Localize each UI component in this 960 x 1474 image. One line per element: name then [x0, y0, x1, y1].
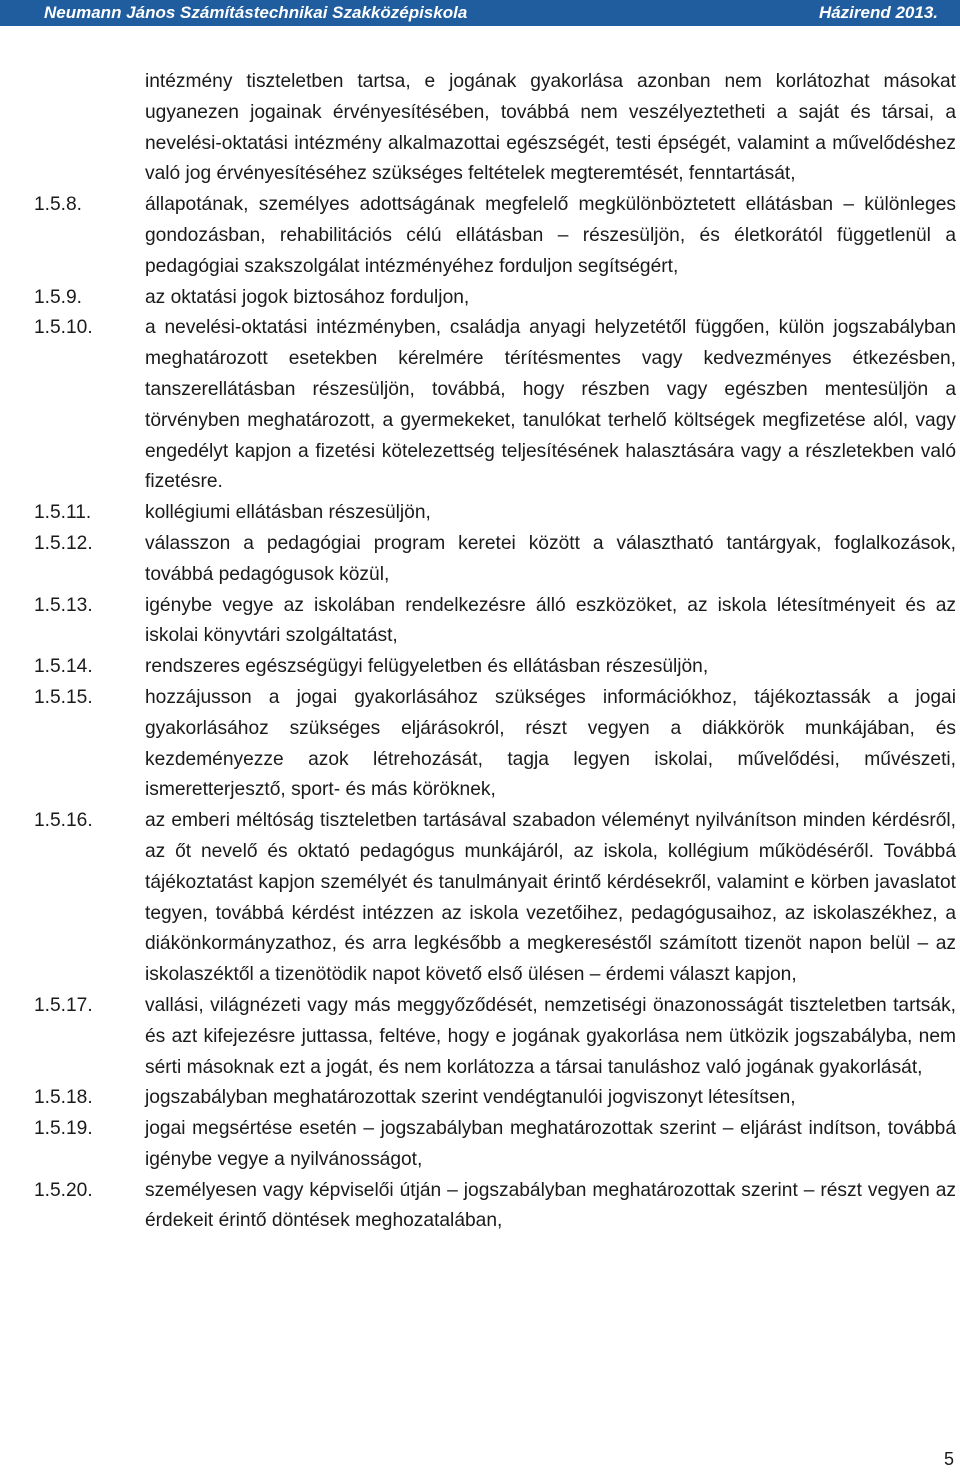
item-text: rendszeres egészségügyi felügyeletben és ellátásban részesüljön,	[145, 656, 709, 678]
item-text: hozzájusson a jogai gyakorlásához szükséges információkhoz, tájékoztassák a jogai gyakorlásához szükséges eljárásokról, részt vegyen a diákkörök munkájában, és kezdeményezze azok létrehozását, tagja legyen iskolai, művelődési, művészeti, ismeretterjesztő, sport- és más köröknek,	[145, 686, 956, 801]
item-number: 1.5.13.	[34, 594, 93, 616]
list-item	[34, 991, 956, 1083]
page-content	[34, 67, 956, 1237]
list-item	[34, 652, 956, 683]
intro-paragraph: intézmény tiszteletben tartsa, e jogának gyakorlása azonban nem korlátozhat másokat ugyanezen jogainak érvényesítésében, továbbá nem veszélyeztetheti a saját és társai, a nevelési-oktatási intézmény alkalmazottai egészségét, testi épségét, valamint a művelődéshez való jog érvényesítéséhez szükséges feltételek megteremtését, fenntartását,	[145, 71, 956, 185]
item-number: 1.5.10.	[34, 317, 93, 339]
list-item	[34, 529, 956, 591]
page-header	[0, 0, 960, 26]
item-text: az emberi méltóság tiszteletben tartásával szabadon véleményt nyilvánítson minden kérdésről, az őt nevelő és oktató pedagógus munkájáról, az iskola, kollégium működéséről. Továbbá tájékoztatást kapjon személyét és tanulmányait érintő kérdésekről, valamint e körben javaslatot tegyen, továbbá kérdést intézzen az iskola vezetőihez, pedagógusaihoz, az iskolaszékhez, a diákönkormányzathoz, és arra legkésőbb a megkereséstől számított tizenöt napon belül – az iskolaszéktől a tizenötödik napot követő első ülésen – érdemi választ kapjon,	[145, 810, 956, 986]
item-number: 1.5.14.	[34, 656, 93, 678]
document-title: Házirend 2013.	[818, 3, 938, 22]
list-item	[34, 1083, 956, 1114]
list-item	[34, 591, 956, 653]
item-number: 1.5.15.	[34, 686, 93, 708]
item-number: 1.5.20.	[34, 1179, 93, 1201]
item-text: igénybe vegye az iskolában rendelkezésre álló eszközöket, az iskola létesítményeit és az iskolai könyvtári szolgáltatást,	[145, 594, 956, 647]
item-number: 1.5.12.	[34, 532, 93, 554]
item-text: jogszabályban meghatározottak szerint vendégtanulói jogviszonyt létesítsen,	[145, 1087, 796, 1109]
item-number: 1.5.9.	[34, 286, 83, 308]
item-number: 1.5.8.	[34, 194, 83, 216]
item-text: kollégiumi ellátásban részesüljön,	[145, 502, 431, 524]
list-item	[34, 806, 956, 991]
item-text: jogai megsértése esetén – jogszabályban meghatározottak szerint – eljárást indítson, továbbá igénybe vegye a nyilvánosságot,	[145, 1118, 956, 1170]
list-item	[34, 498, 956, 529]
list-item	[34, 190, 956, 282]
item-number: 1.5.19.	[34, 1118, 93, 1140]
item-number: 1.5.11.	[34, 502, 92, 524]
list-item	[34, 313, 956, 498]
item-text: vallási, világnézeti vagy más meggyőződését, nemzetiségi önazonosságát tiszteletben tartsák, és azt kifejezésre juttassa, feltéve, hogy e jogának gyakorlása nem ütközik jogszabályba, nem sérti másoknak ezt a jogát, és nem korlátozza a társai tanuláshoz való jogának gyakorlását,	[145, 994, 956, 1078]
page-number: 5	[943, 1449, 954, 1469]
item-text: állapotának, személyes adottságának megfelelő megkülönböztetett ellátásban – különleges gondozásban, rehabilitációs célú ellátásban – részesüljön, és életkorától függetlenül a pedagógiai szakszolgálat intézményéhez forduljon segítségért,	[145, 194, 956, 277]
school-name: Neumann János Számítástechnikai Szakközépiskola	[44, 3, 468, 22]
item-number: 1.5.18.	[34, 1087, 93, 1109]
item-text: az oktatási jogok biztosához forduljon,	[145, 286, 470, 308]
item-number: 1.5.17.	[34, 994, 93, 1016]
list-item	[34, 683, 956, 806]
item-text: személyesen vagy képviselői útján – jogszabályban meghatározottak szerint – részt vegyen az érdekeit érintő döntések meghozatalában,	[145, 1179, 956, 1232]
item-text: válasszon a pedagógiai program keretei között a választható tantárgyak, foglalkozások, továbbá pedagógusok közül,	[145, 532, 956, 585]
list-item	[34, 1176, 956, 1238]
item-text: a nevelési-oktatási intézményben, családja anyagi helyzetétől függően, külön jogszabályban meghatározott esetekben kérelmére térítésmentes vagy kedvezményes étkezésben, tanszerellátásban részesüljön, továbbá, hogy részben vagy egészben mentesüljön a törvényben meghatározott, a gyermekeket, tanulókat terhelő költségek megfizetése alól, vagy engedélyt kapjon a fizetési kötelezettség teljesítésének halasztására vagy a részletekben való fizetésre.	[145, 317, 956, 493]
item-number: 1.5.16.	[34, 810, 93, 832]
rights-list	[34, 190, 956, 1237]
list-item	[34, 283, 956, 314]
list-item	[34, 1114, 956, 1176]
